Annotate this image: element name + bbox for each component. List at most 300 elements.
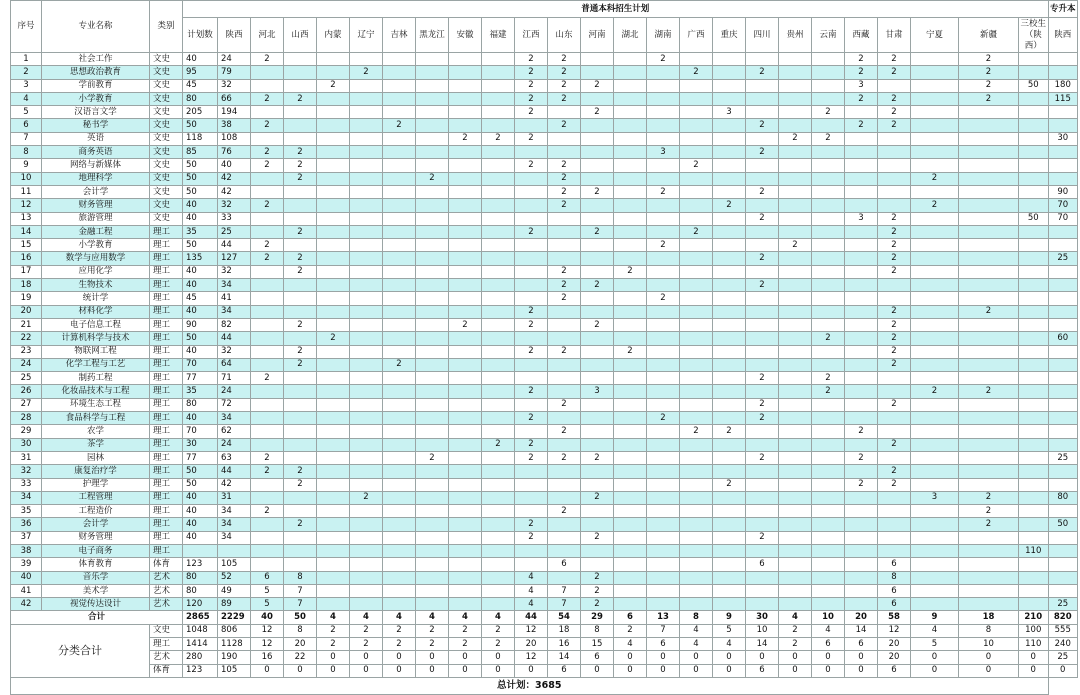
cell-value[interactable]: 2	[515, 531, 548, 544]
cell-value[interactable]	[911, 438, 959, 451]
cell-value[interactable]	[548, 372, 581, 385]
cell-value[interactable]: 2	[878, 119, 911, 132]
cell-value[interactable]	[1048, 265, 1078, 278]
cell-value[interactable]	[482, 425, 515, 438]
cell-value[interactable]	[614, 505, 647, 518]
cell-value[interactable]	[779, 478, 812, 491]
cell-value[interactable]	[1019, 425, 1049, 438]
cell-value[interactable]	[350, 531, 383, 544]
cell-value[interactable]	[713, 358, 746, 371]
cell-value[interactable]: 2	[746, 372, 779, 385]
cell-value[interactable]: 50	[183, 172, 218, 185]
cell-value[interactable]	[548, 412, 581, 425]
cell-value[interactable]: 2	[746, 531, 779, 544]
cell-value[interactable]	[845, 252, 878, 265]
cell-value[interactable]	[416, 332, 449, 345]
cell-value[interactable]	[812, 345, 845, 358]
cell-value[interactable]	[680, 172, 713, 185]
cell-value[interactable]	[317, 491, 350, 504]
cell-value[interactable]	[911, 358, 959, 371]
cell-value[interactable]	[779, 79, 812, 92]
cell-value[interactable]	[746, 438, 779, 451]
cell-major[interactable]: 社会工作	[42, 53, 150, 66]
cell-value[interactable]	[416, 292, 449, 305]
cell-value[interactable]	[911, 305, 959, 318]
cell-value[interactable]	[317, 172, 350, 185]
cell-value[interactable]	[449, 79, 482, 92]
cell-value[interactable]	[548, 212, 581, 225]
cell-value[interactable]	[1048, 53, 1078, 66]
cell-value[interactable]: 70	[183, 425, 218, 438]
cell-value[interactable]: 40	[218, 159, 251, 172]
cell-value[interactable]	[845, 159, 878, 172]
header-upgrade-plan[interactable]: 专升本	[1048, 1, 1078, 18]
total-value[interactable]: 29	[581, 611, 614, 624]
cell-value[interactable]	[614, 119, 647, 132]
total-value[interactable]: 820	[1048, 611, 1078, 624]
subtotal-value[interactable]: 105	[218, 664, 251, 677]
cell-value[interactable]	[416, 372, 449, 385]
cell-value[interactable]: 2	[746, 398, 779, 411]
cell-value[interactable]	[647, 358, 680, 371]
cell-value[interactable]	[746, 491, 779, 504]
subtotal-value[interactable]: 2	[383, 638, 416, 651]
cell-value[interactable]: 118	[183, 132, 218, 145]
cell-category[interactable]: 文史	[150, 119, 183, 132]
cell-seq[interactable]: 15	[11, 239, 42, 252]
cell-value[interactable]	[581, 119, 614, 132]
subtotal-value[interactable]: 110	[1019, 638, 1049, 651]
total-value[interactable]: 4	[482, 611, 515, 624]
cell-value[interactable]	[812, 79, 845, 92]
cell-value[interactable]: 49	[218, 584, 251, 597]
subtotal-value[interactable]: 0	[581, 664, 614, 677]
cell-value[interactable]	[713, 558, 746, 571]
cell-value[interactable]: 32	[218, 345, 251, 358]
cell-value[interactable]	[482, 558, 515, 571]
cell-value[interactable]: 2	[959, 79, 1019, 92]
cell-value[interactable]	[680, 358, 713, 371]
cell-value[interactable]	[317, 279, 350, 292]
cell-value[interactable]	[383, 598, 416, 611]
cell-value[interactable]	[416, 478, 449, 491]
subtotal-value[interactable]: 2	[482, 638, 515, 651]
cell-value[interactable]	[1019, 345, 1049, 358]
cell-value[interactable]: 2	[383, 119, 416, 132]
cell-value[interactable]	[779, 92, 812, 105]
cell-value[interactable]	[251, 478, 284, 491]
cell-major[interactable]: 小学教育	[42, 239, 150, 252]
cell-value[interactable]	[284, 385, 317, 398]
cell-value[interactable]	[416, 185, 449, 198]
subtotal-value[interactable]: 0	[383, 651, 416, 664]
cell-value[interactable]	[482, 518, 515, 531]
cell-value[interactable]: 34	[218, 518, 251, 531]
cell-category[interactable]: 理工	[150, 252, 183, 265]
cell-category[interactable]: 文史	[150, 66, 183, 79]
cell-value[interactable]	[251, 212, 284, 225]
cell-value[interactable]	[779, 558, 812, 571]
cell-value[interactable]	[812, 478, 845, 491]
subtotal-value[interactable]: 16	[548, 638, 581, 651]
cell-value[interactable]	[746, 199, 779, 212]
cell-value[interactable]: 2	[350, 66, 383, 79]
cell-seq[interactable]: 34	[11, 491, 42, 504]
cell-value[interactable]: 2	[959, 491, 1019, 504]
cell-value[interactable]: 2	[251, 146, 284, 159]
cell-value[interactable]: 6	[878, 558, 911, 571]
cell-value[interactable]: 135	[183, 252, 218, 265]
cell-value[interactable]	[845, 132, 878, 145]
cell-value[interactable]	[680, 598, 713, 611]
cell-value[interactable]	[911, 279, 959, 292]
cell-value[interactable]	[959, 451, 1019, 464]
cell-value[interactable]	[614, 305, 647, 318]
cell-major[interactable]: 汉语言文学	[42, 106, 150, 119]
cell-value[interactable]	[812, 279, 845, 292]
cell-value[interactable]	[317, 239, 350, 252]
cell-value[interactable]	[1048, 398, 1078, 411]
cell-value[interactable]	[548, 491, 581, 504]
header-major[interactable]: 专业名称	[42, 1, 150, 53]
cell-value[interactable]	[449, 558, 482, 571]
subtotal-value[interactable]: 0	[317, 664, 350, 677]
cell-value[interactable]	[779, 66, 812, 79]
cell-value[interactable]: 4	[515, 571, 548, 584]
cell-value[interactable]	[845, 518, 878, 531]
cell-value[interactable]	[647, 332, 680, 345]
cell-value[interactable]	[878, 292, 911, 305]
cell-value[interactable]: 2	[746, 252, 779, 265]
cell-value[interactable]	[959, 598, 1019, 611]
total-value[interactable]: 9	[911, 611, 959, 624]
cell-value[interactable]	[482, 571, 515, 584]
cell-value[interactable]	[449, 345, 482, 358]
cell-value[interactable]	[680, 265, 713, 278]
cell-value[interactable]: 2	[581, 531, 614, 544]
cell-value[interactable]	[959, 345, 1019, 358]
cell-value[interactable]	[845, 465, 878, 478]
cell-value[interactable]	[614, 531, 647, 544]
cell-value[interactable]	[959, 279, 1019, 292]
subtotal-value[interactable]: 0	[317, 651, 350, 664]
cell-value[interactable]	[680, 305, 713, 318]
subtotal-value[interactable]: 4	[713, 638, 746, 651]
cell-value[interactable]	[959, 372, 1019, 385]
cell-value[interactable]	[350, 106, 383, 119]
cell-value[interactable]	[779, 398, 812, 411]
cell-value[interactable]: 2	[548, 199, 581, 212]
cell-value[interactable]	[317, 412, 350, 425]
cell-value[interactable]	[1019, 518, 1049, 531]
cell-value[interactable]	[614, 199, 647, 212]
cell-value[interactable]	[779, 292, 812, 305]
subtotal-value[interactable]: 0	[647, 651, 680, 664]
cell-value[interactable]	[383, 252, 416, 265]
cell-value[interactable]	[482, 544, 515, 557]
cell-value[interactable]	[449, 358, 482, 371]
cell-value[interactable]	[878, 491, 911, 504]
cell-value[interactable]: 2	[284, 345, 317, 358]
cell-value[interactable]	[416, 425, 449, 438]
cell-value[interactable]	[251, 132, 284, 145]
cell-value[interactable]	[383, 571, 416, 584]
cell-value[interactable]: 2	[383, 358, 416, 371]
cell-value[interactable]	[1048, 438, 1078, 451]
cell-value[interactable]: 50	[183, 465, 218, 478]
subtotal-value[interactable]: 14	[746, 638, 779, 651]
cell-value[interactable]	[515, 332, 548, 345]
cell-value[interactable]: 2	[548, 398, 581, 411]
cell-value[interactable]	[317, 292, 350, 305]
cell-value[interactable]	[515, 199, 548, 212]
cell-value[interactable]	[1048, 385, 1078, 398]
cell-seq[interactable]: 30	[11, 438, 42, 451]
subtotal-value[interactable]: 0	[416, 664, 449, 677]
cell-value[interactable]: 2	[548, 119, 581, 132]
cell-value[interactable]	[515, 172, 548, 185]
cell-value[interactable]: 2	[845, 66, 878, 79]
cell-value[interactable]	[713, 225, 746, 238]
cell-value[interactable]	[959, 425, 1019, 438]
cell-value[interactable]	[482, 92, 515, 105]
cell-value[interactable]	[350, 185, 383, 198]
cell-value[interactable]	[911, 412, 959, 425]
cell-value[interactable]	[482, 584, 515, 597]
cell-value[interactable]	[548, 318, 581, 331]
cell-value[interactable]	[449, 146, 482, 159]
cell-value[interactable]: 2	[581, 571, 614, 584]
total-value[interactable]: 40	[251, 611, 284, 624]
cell-category[interactable]: 理工	[150, 385, 183, 398]
cell-value[interactable]	[449, 598, 482, 611]
cell-value[interactable]	[746, 106, 779, 119]
cell-value[interactable]: 6	[878, 584, 911, 597]
cell-value[interactable]	[647, 518, 680, 531]
cell-value[interactable]	[614, 332, 647, 345]
cell-value[interactable]	[779, 598, 812, 611]
cell-value[interactable]: 2	[515, 518, 548, 531]
cell-value[interactable]	[482, 106, 515, 119]
cell-value[interactable]	[1048, 478, 1078, 491]
cell-value[interactable]: 2	[548, 92, 581, 105]
cell-value[interactable]	[680, 345, 713, 358]
subtotal-value[interactable]: 240	[1048, 638, 1078, 651]
cell-major[interactable]: 园林	[42, 451, 150, 464]
cell-value[interactable]	[911, 571, 959, 584]
cell-value[interactable]	[449, 239, 482, 252]
cell-value[interactable]: 50	[183, 239, 218, 252]
subtotal-value[interactable]: 123	[183, 664, 218, 677]
cell-major[interactable]: 康复治疗学	[42, 465, 150, 478]
cell-value[interactable]	[449, 544, 482, 557]
cell-category[interactable]: 理工	[150, 465, 183, 478]
cell-value[interactable]: 44	[218, 239, 251, 252]
cell-value[interactable]	[251, 345, 284, 358]
subtotal-value[interactable]: 0	[614, 651, 647, 664]
cell-value[interactable]	[647, 265, 680, 278]
cell-value[interactable]	[614, 146, 647, 159]
cell-value[interactable]	[350, 159, 383, 172]
cell-value[interactable]	[680, 372, 713, 385]
total-value[interactable]: 8	[680, 611, 713, 624]
cell-value[interactable]	[713, 372, 746, 385]
cell-value[interactable]	[959, 252, 1019, 265]
cell-value[interactable]	[614, 292, 647, 305]
cell-category[interactable]: 文史	[150, 92, 183, 105]
cell-category[interactable]: 文史	[150, 53, 183, 66]
cell-value[interactable]	[911, 106, 959, 119]
cell-value[interactable]	[515, 491, 548, 504]
cell-value[interactable]	[746, 544, 779, 557]
cell-value[interactable]	[515, 185, 548, 198]
cell-seq[interactable]: 16	[11, 252, 42, 265]
cell-value[interactable]	[680, 412, 713, 425]
cell-value[interactable]	[614, 558, 647, 571]
cell-value[interactable]	[482, 531, 515, 544]
cell-value[interactable]	[515, 372, 548, 385]
cell-value[interactable]	[416, 106, 449, 119]
cell-value[interactable]	[911, 345, 959, 358]
cell-value[interactable]: 8	[878, 571, 911, 584]
cell-value[interactable]: 2	[515, 438, 548, 451]
cell-value[interactable]	[350, 451, 383, 464]
cell-value[interactable]: 2	[350, 491, 383, 504]
cell-value[interactable]	[959, 438, 1019, 451]
cell-value[interactable]	[350, 318, 383, 331]
subtotal-value[interactable]: 0	[713, 664, 746, 677]
cell-value[interactable]: 63	[218, 451, 251, 464]
cell-value[interactable]: 79	[218, 66, 251, 79]
cell-value[interactable]: 24	[218, 53, 251, 66]
cell-value[interactable]	[548, 146, 581, 159]
cell-value[interactable]	[482, 451, 515, 464]
cell-value[interactable]: 2	[647, 53, 680, 66]
cell-value[interactable]	[1019, 465, 1049, 478]
cell-value[interactable]	[746, 292, 779, 305]
cell-value[interactable]	[284, 438, 317, 451]
cell-value[interactable]	[959, 132, 1019, 145]
cell-value[interactable]: 2	[878, 318, 911, 331]
subtotal-value[interactable]: 100	[1019, 624, 1049, 637]
cell-value[interactable]	[878, 531, 911, 544]
cell-value[interactable]: 2	[878, 332, 911, 345]
cell-category[interactable]: 理工	[150, 279, 183, 292]
cell-value[interactable]	[845, 385, 878, 398]
cell-value[interactable]	[383, 199, 416, 212]
cell-value[interactable]	[959, 571, 1019, 584]
cell-value[interactable]	[845, 172, 878, 185]
subtotal-value[interactable]: 4	[614, 638, 647, 651]
cell-value[interactable]	[1019, 159, 1049, 172]
cell-category[interactable]: 理工	[150, 305, 183, 318]
cell-value[interactable]	[680, 212, 713, 225]
cell-value[interactable]	[581, 558, 614, 571]
cell-value[interactable]	[878, 132, 911, 145]
cell-value[interactable]	[218, 544, 251, 557]
cell-value[interactable]	[746, 478, 779, 491]
cell-major[interactable]: 环境生态工程	[42, 398, 150, 411]
cell-value[interactable]	[383, 345, 416, 358]
cell-value[interactable]	[878, 185, 911, 198]
cell-value[interactable]	[515, 292, 548, 305]
cell-value[interactable]	[482, 252, 515, 265]
cell-value[interactable]	[680, 132, 713, 145]
cell-value[interactable]	[614, 159, 647, 172]
subtotal-value[interactable]: 2	[449, 638, 482, 651]
cell-value[interactable]	[383, 92, 416, 105]
cell-major[interactable]: 旅游管理	[42, 212, 150, 225]
cell-value[interactable]	[581, 212, 614, 225]
cell-value[interactable]: 2	[614, 265, 647, 278]
cell-value[interactable]	[383, 412, 416, 425]
cell-category[interactable]: 艺术	[150, 598, 183, 611]
subtotal-value[interactable]: 0	[845, 664, 878, 677]
cell-value[interactable]	[449, 305, 482, 318]
cell-value[interactable]	[911, 398, 959, 411]
cell-value[interactable]	[416, 92, 449, 105]
cell-value[interactable]: 2	[548, 265, 581, 278]
cell-value[interactable]: 2	[284, 252, 317, 265]
cell-category[interactable]: 理工	[150, 518, 183, 531]
cell-value[interactable]	[779, 172, 812, 185]
header-category[interactable]: 类别	[150, 1, 183, 53]
cell-value[interactable]: 24	[218, 438, 251, 451]
cell-value[interactable]	[647, 79, 680, 92]
subtotal-value[interactable]: 0	[779, 651, 812, 664]
cell-value[interactable]	[812, 425, 845, 438]
cell-value[interactable]: 2	[581, 451, 614, 464]
cell-value[interactable]	[350, 292, 383, 305]
cell-value[interactable]	[812, 465, 845, 478]
cell-value[interactable]: 2	[515, 53, 548, 66]
cell-value[interactable]	[959, 212, 1019, 225]
cell-seq[interactable]: 23	[11, 345, 42, 358]
cell-value[interactable]	[350, 385, 383, 398]
cell-value[interactable]	[581, 438, 614, 451]
cell-value[interactable]	[383, 438, 416, 451]
cell-seq[interactable]: 36	[11, 518, 42, 531]
cell-value[interactable]	[383, 584, 416, 597]
cell-value[interactable]	[350, 358, 383, 371]
cell-value[interactable]	[317, 159, 350, 172]
cell-value[interactable]	[317, 212, 350, 225]
subtotal-value[interactable]: 0	[416, 651, 449, 664]
cell-value[interactable]	[350, 92, 383, 105]
cell-value[interactable]	[548, 239, 581, 252]
cell-value[interactable]	[416, 358, 449, 371]
cell-value[interactable]	[1048, 425, 1078, 438]
cell-value[interactable]	[581, 412, 614, 425]
cell-value[interactable]	[1019, 279, 1049, 292]
cell-value[interactable]: 180	[1048, 79, 1078, 92]
cell-value[interactable]	[548, 132, 581, 145]
cell-value[interactable]	[647, 66, 680, 79]
cell-value[interactable]	[1019, 558, 1049, 571]
cell-value[interactable]	[350, 478, 383, 491]
header-col[interactable]: 山东	[548, 18, 581, 53]
cell-value[interactable]	[383, 465, 416, 478]
cell-value[interactable]	[416, 212, 449, 225]
cell-major[interactable]: 工程管理	[42, 491, 150, 504]
cell-value[interactable]	[614, 385, 647, 398]
cell-value[interactable]	[812, 265, 845, 278]
cell-value[interactable]	[317, 571, 350, 584]
cell-value[interactable]	[779, 372, 812, 385]
cell-value[interactable]	[746, 425, 779, 438]
subtotal-value[interactable]: 4	[680, 638, 713, 651]
subtotal-value[interactable]: 2	[779, 624, 812, 637]
